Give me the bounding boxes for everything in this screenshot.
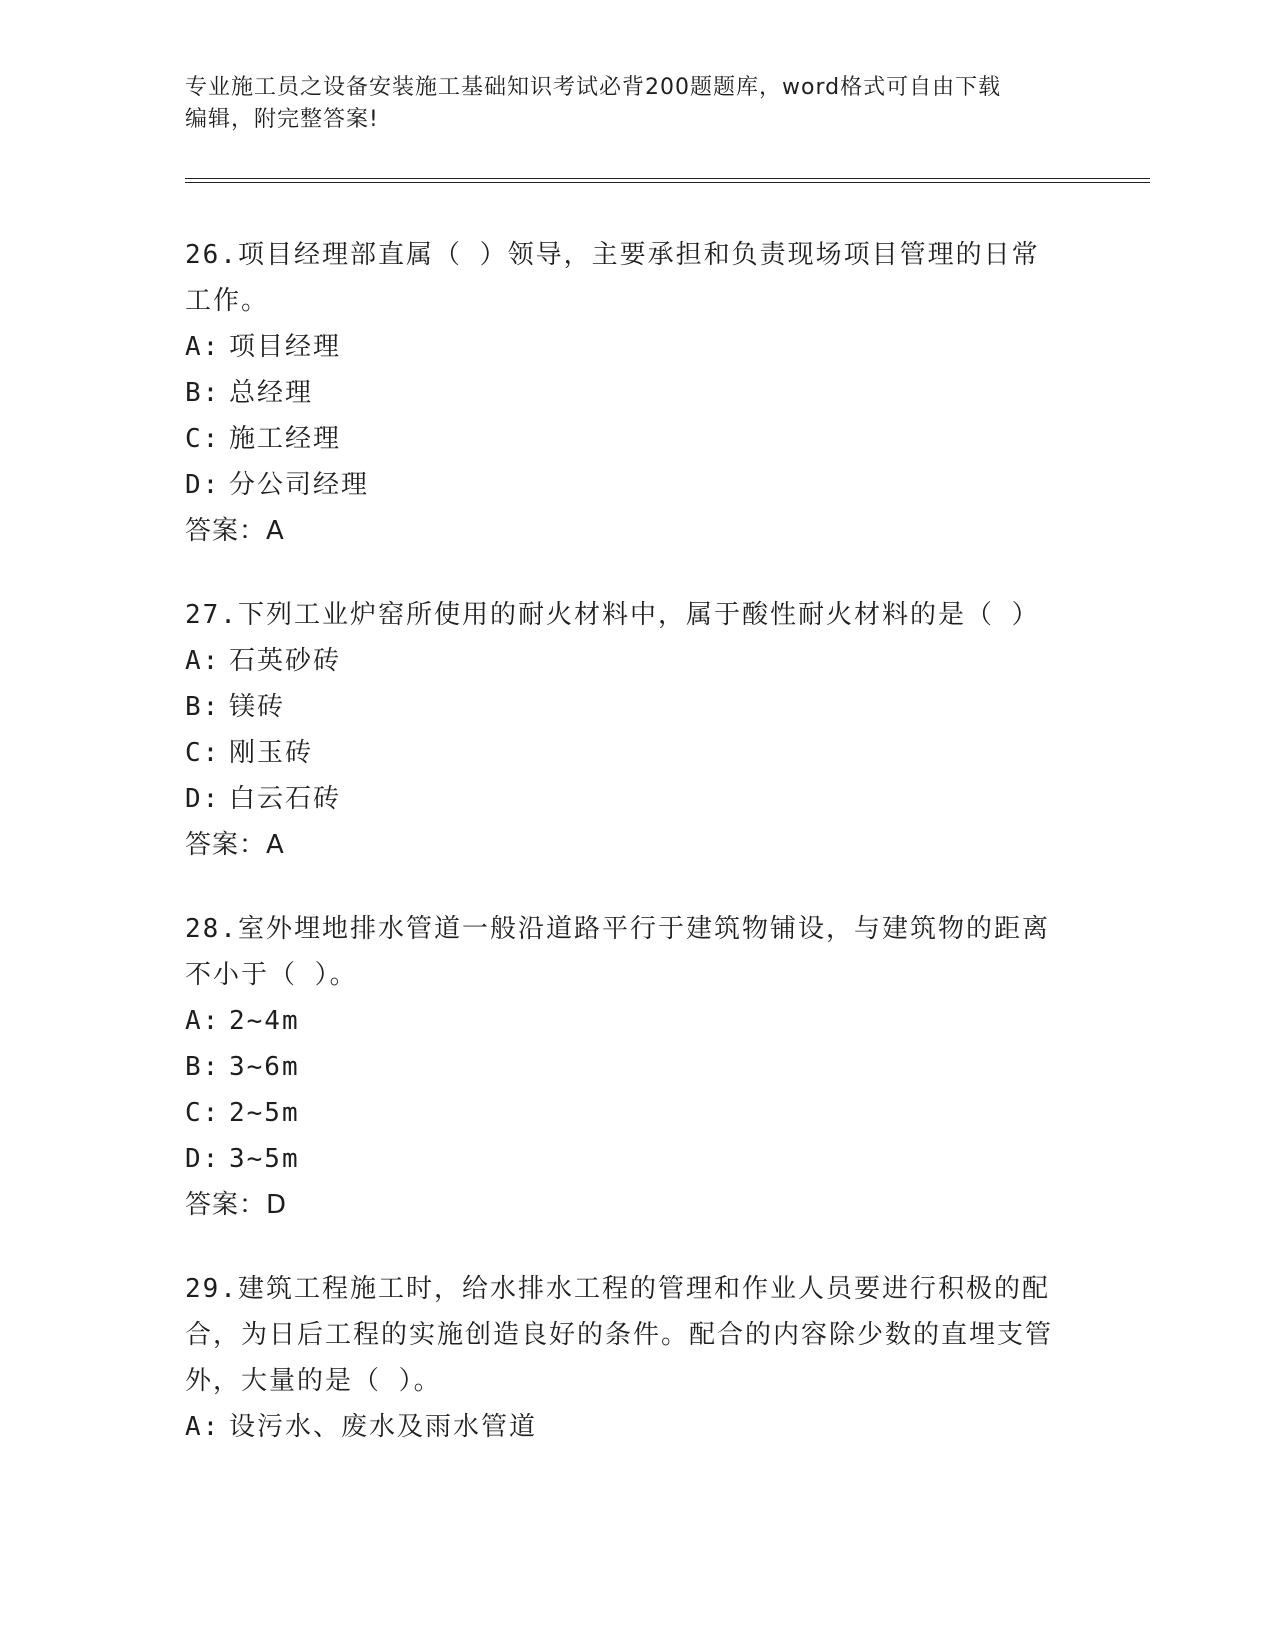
header-line-2: 编辑，附完整答案!	[185, 107, 379, 132]
header-line-1: 专业施工员之设备安装施工基础知识考试必背200题题库，word格式可自由下载	[185, 75, 1002, 100]
option-label: C:	[185, 738, 221, 768]
option-label: C:	[185, 424, 221, 454]
option-text: 设污水、废水及雨水管道	[229, 1412, 538, 1442]
option-b	[185, 684, 1065, 730]
option-text: 石英砂砖	[229, 646, 342, 676]
question-29	[185, 1266, 1065, 1450]
option-label: A:	[185, 646, 221, 676]
option-b	[185, 1044, 1065, 1090]
option-text: 2~5m	[229, 1098, 300, 1128]
option-a	[185, 324, 1065, 370]
option-c	[185, 416, 1065, 462]
option-text: 施工经理	[229, 424, 342, 454]
option-text: 镁砖	[229, 692, 286, 722]
answer-line: 答案：A	[185, 830, 285, 860]
header-divider-bottom	[185, 182, 1150, 183]
option-a	[185, 638, 1065, 684]
option-text: 白云石砖	[229, 784, 342, 814]
answer-line: 答案：D	[185, 1190, 288, 1220]
question-28	[185, 906, 1065, 1228]
option-label: A:	[185, 1412, 221, 1442]
option-text: 3~6m	[229, 1052, 300, 1082]
question-stem: 28.室外埋地排水管道一般沿道路平行于建筑物铺设，与建筑物的距离不小于（ ）。	[185, 914, 1050, 990]
question-stem: 29.建筑工程施工时，给水排水工程的管理和作业人员要进行积极的配合，为日后工程的实施创造良好的条件。配合的内容除少数的直埋支管外，大量的是（ ）。	[185, 1274, 1054, 1396]
option-d	[185, 1136, 1065, 1182]
option-b	[185, 370, 1065, 416]
question-list	[185, 232, 1065, 1488]
option-label: A:	[185, 332, 221, 362]
option-label: B:	[185, 1052, 221, 1082]
option-text: 项目经理	[229, 332, 342, 362]
option-d	[185, 462, 1065, 508]
option-text: 2~4m	[229, 1006, 300, 1036]
option-text: 刚玉砖	[229, 738, 314, 768]
option-label: D:	[185, 470, 221, 500]
option-text: 分公司经理	[229, 470, 370, 500]
answer-line: 答案：A	[185, 516, 285, 546]
option-c	[185, 730, 1065, 776]
header-divider-top	[185, 178, 1150, 179]
option-a	[185, 998, 1065, 1044]
document-header	[185, 72, 1065, 136]
question-stem: 27.下列工业炉窑所使用的耐火材料中，属于酸性耐火材料的是（ ）	[185, 600, 1040, 630]
option-text: 3~5m	[229, 1144, 300, 1174]
option-d	[185, 776, 1065, 822]
option-label: B:	[185, 692, 221, 722]
question-27	[185, 592, 1065, 868]
option-text: 总经理	[229, 378, 314, 408]
option-label: C:	[185, 1098, 221, 1128]
question-stem: 26.项目经理部直属（ ）领导，主要承担和负责现场项目管理的日常工作。	[185, 240, 1040, 316]
question-26	[185, 232, 1065, 554]
option-label: A:	[185, 1006, 221, 1036]
option-a	[185, 1404, 1065, 1450]
option-c	[185, 1090, 1065, 1136]
option-label: D:	[185, 1144, 221, 1174]
option-label: D:	[185, 784, 221, 814]
option-label: B:	[185, 378, 221, 408]
